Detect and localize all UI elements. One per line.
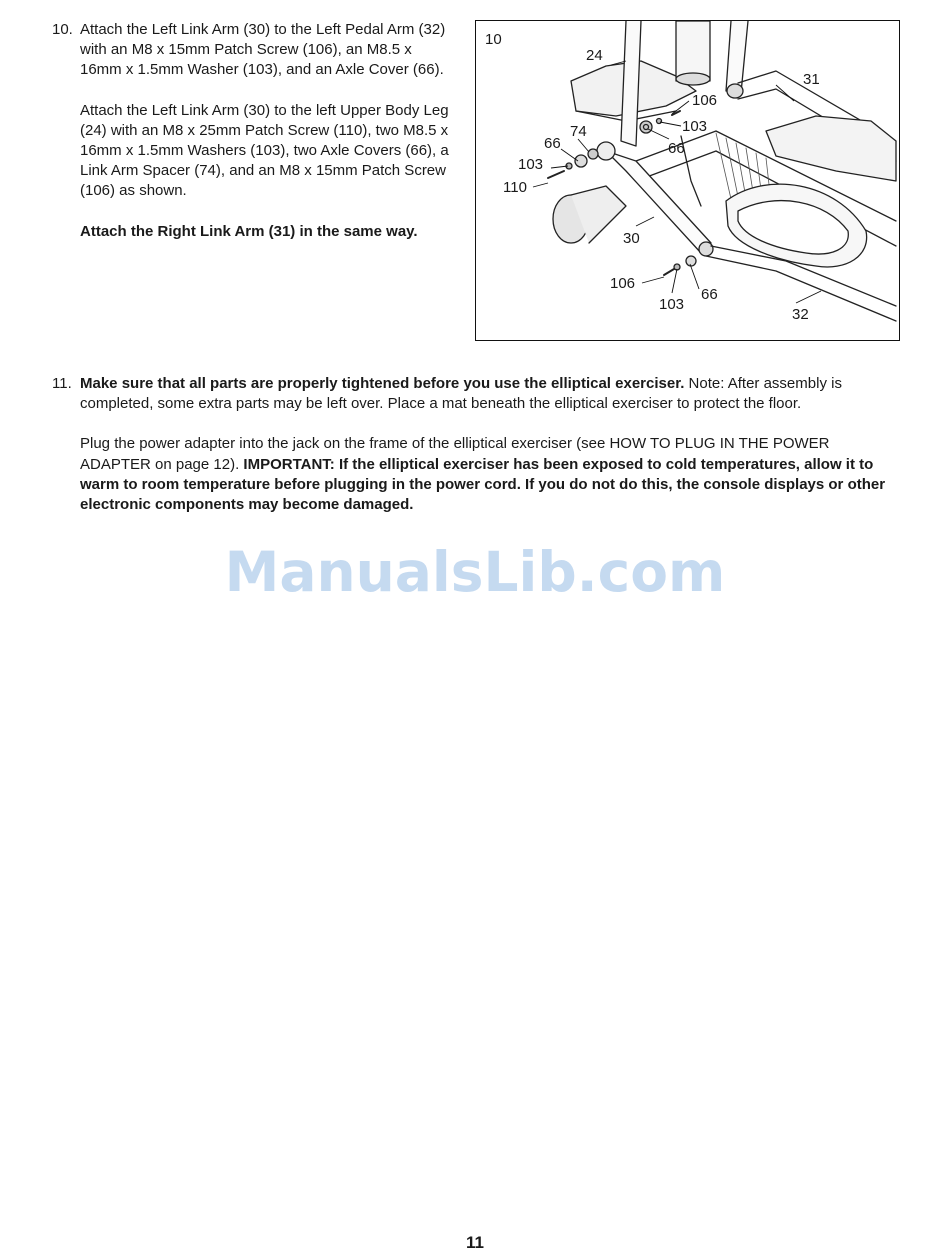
callout-103-top: 103: [682, 118, 708, 135]
callout-103-bottom: 103: [659, 296, 685, 313]
callout-74: 74: [570, 123, 587, 140]
step-number: 10.: [52, 21, 73, 38]
callout-106-bottom: 106: [610, 275, 636, 292]
step-body: [80, 20, 452, 242]
callout-66-right: 66: [668, 140, 685, 157]
step-paragraph: [80, 434, 897, 515]
callout-66-left: 66: [544, 135, 561, 152]
step-11: [52, 374, 897, 535]
callout-31: 31: [803, 71, 820, 88]
plug-text: Plug the power adapter into the jack on the frame of the elliptical exerciser (see HOW TO PLUG IN THE POWER ADAPTER on page 12).: [80, 435, 830, 473]
note-text: Note: After assembly is completed, some extra parts may be left over. Place a mat beneath the elliptical exerciser to protect the floor.: [80, 375, 842, 413]
watermark: ManualsLib.com: [224, 540, 726, 604]
step-paragraph: Attach the Left Link Arm (30) to the Left Pedal Arm (32) with an M8 x 15mm Patch Screw (106), an M8.5 x 16mm x 1.5mm Washer (103), and an Axle Cover (66).: [80, 21, 446, 79]
callout-32: 32: [792, 306, 809, 323]
step-paragraph: [80, 374, 897, 414]
callout-24: 24: [586, 47, 603, 64]
bold-lead: Make sure that all parts are properly tightened before you use the elliptical exerciser.: [80, 375, 685, 392]
callout-66-bottom: 66: [701, 286, 718, 303]
step-paragraph: Attach the Left Link Arm (30) to the left Upper Body Leg (24) with an M8 x 25mm Patch Screw (110), two M8.5 x 16mm x 1.5mm Washers (103), two Axle Covers (66), a Link Arm Spacer (74), and an M8 x 15mm Patch Screw (106) as shown.: [80, 101, 449, 200]
callout-106-top: 106: [692, 92, 718, 109]
figure-step-label: 10: [485, 31, 502, 48]
step-paragraph-bold: Attach the Right Link Arm (31) in the same way.: [80, 222, 418, 240]
page-number: 11: [466, 1233, 484, 1252]
step-10: [52, 20, 452, 242]
callout-30: 30: [623, 230, 640, 247]
callout-103-left: 103: [518, 156, 544, 173]
assembly-figure: [475, 20, 900, 341]
step-body: [80, 374, 897, 515]
assembly-drawing: [476, 21, 899, 340]
callout-110: 110: [503, 179, 527, 196]
important-text: IMPORTANT: If the elliptical exerciser has been exposed to cold temperatures, allow it to warm to room temperature before plugging in the power cord. If you do not do this, the console displays or other electronic components may become damaged.: [80, 455, 886, 514]
step-number: 11.: [52, 375, 72, 392]
